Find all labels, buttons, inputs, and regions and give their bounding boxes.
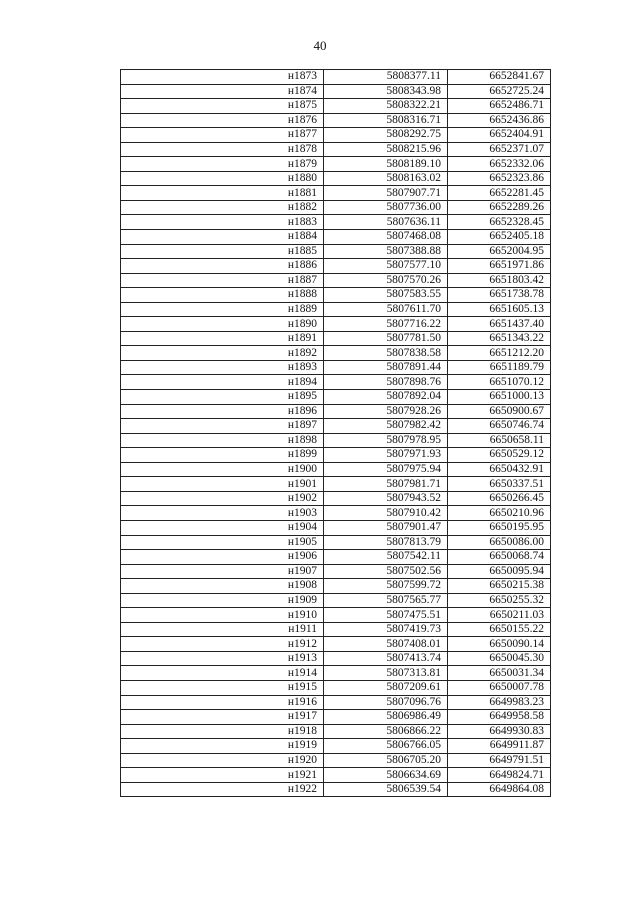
x-coordinate-cell: 5807468.08 — [324, 230, 448, 245]
x-coordinate-cell: 5807096.76 — [324, 695, 448, 710]
y-coordinate-cell: 6650195.95 — [448, 520, 551, 535]
table-row — [121, 739, 551, 754]
y-coordinate-cell: 6649958.58 — [448, 710, 551, 725]
x-coordinate-cell: 5807408.01 — [324, 637, 448, 652]
x-coordinate-cell: 5807971.93 — [324, 448, 448, 463]
y-coordinate-cell: 6651070.12 — [448, 375, 551, 390]
point-id-cell: н1904 — [121, 520, 324, 535]
x-coordinate-cell: 5807583.55 — [324, 288, 448, 303]
y-coordinate-cell: 6652841.67 — [448, 70, 551, 85]
table-row — [121, 768, 551, 783]
y-coordinate-cell: 6650432.91 — [448, 462, 551, 477]
point-id-cell: н1918 — [121, 724, 324, 739]
point-id-cell: н1909 — [121, 593, 324, 608]
y-coordinate-cell: 6650337.51 — [448, 477, 551, 492]
point-id-cell: н1901 — [121, 477, 324, 492]
y-coordinate-cell: 6649911.87 — [448, 739, 551, 754]
x-coordinate-cell: 5808215.96 — [324, 142, 448, 157]
x-coordinate-cell: 5806766.05 — [324, 739, 448, 754]
table-row — [121, 491, 551, 506]
y-coordinate-cell: 6652004.95 — [448, 244, 551, 259]
point-id-cell: н1883 — [121, 215, 324, 230]
point-id-cell: н1921 — [121, 768, 324, 783]
x-coordinate-cell: 5807570.26 — [324, 273, 448, 288]
table-row — [121, 273, 551, 288]
table-row — [121, 186, 551, 201]
x-coordinate-cell: 5807502.56 — [324, 564, 448, 579]
x-coordinate-cell: 5807891.44 — [324, 360, 448, 375]
point-id-cell: н1873 — [121, 70, 324, 85]
table-row — [121, 360, 551, 375]
point-id-cell: н1879 — [121, 157, 324, 172]
x-coordinate-cell: 5807636.11 — [324, 215, 448, 230]
y-coordinate-cell: 6651803.42 — [448, 273, 551, 288]
table-row — [121, 666, 551, 681]
table-row — [121, 171, 551, 186]
table-row — [121, 651, 551, 666]
point-id-cell: н1897 — [121, 419, 324, 434]
y-coordinate-cell: 6649983.23 — [448, 695, 551, 710]
y-coordinate-cell: 6650255.32 — [448, 593, 551, 608]
table-row — [121, 128, 551, 143]
x-coordinate-cell: 5808189.10 — [324, 157, 448, 172]
table-row — [121, 462, 551, 477]
x-coordinate-cell: 5806634.69 — [324, 768, 448, 783]
point-id-cell: н1887 — [121, 273, 324, 288]
table-row — [121, 331, 551, 346]
x-coordinate-cell: 5808163.02 — [324, 171, 448, 186]
point-id-cell: н1894 — [121, 375, 324, 390]
x-coordinate-cell: 5807898.76 — [324, 375, 448, 390]
y-coordinate-cell: 6651000.13 — [448, 390, 551, 405]
x-coordinate-cell: 5807611.70 — [324, 302, 448, 317]
x-coordinate-cell: 5808292.75 — [324, 128, 448, 143]
table-row — [121, 695, 551, 710]
x-coordinate-cell: 5807565.77 — [324, 593, 448, 608]
y-coordinate-cell: 6652328.45 — [448, 215, 551, 230]
point-id-cell: н1922 — [121, 782, 324, 797]
x-coordinate-cell: 5807838.58 — [324, 346, 448, 361]
table-row — [121, 84, 551, 99]
table-row — [121, 782, 551, 797]
y-coordinate-cell: 6650155.22 — [448, 622, 551, 637]
table-row — [121, 550, 551, 565]
point-id-cell: н1917 — [121, 710, 324, 725]
point-id-cell: н1912 — [121, 637, 324, 652]
table-row — [121, 346, 551, 361]
table-row — [121, 113, 551, 128]
table-row — [121, 244, 551, 259]
y-coordinate-cell: 6649864.08 — [448, 782, 551, 797]
table-row — [121, 419, 551, 434]
y-coordinate-cell: 6650266.45 — [448, 491, 551, 506]
table-row — [121, 317, 551, 332]
x-coordinate-cell: 5807542.11 — [324, 550, 448, 565]
point-id-cell: н1911 — [121, 622, 324, 637]
point-id-cell: н1893 — [121, 360, 324, 375]
x-coordinate-cell: 5806866.22 — [324, 724, 448, 739]
y-coordinate-cell: 6652486.71 — [448, 99, 551, 114]
y-coordinate-cell: 6651437.40 — [448, 317, 551, 332]
x-coordinate-cell: 5807978.95 — [324, 433, 448, 448]
y-coordinate-cell: 6650090.14 — [448, 637, 551, 652]
point-id-cell: н1878 — [121, 142, 324, 157]
x-coordinate-cell: 5808377.11 — [324, 70, 448, 85]
point-id-cell: н1891 — [121, 331, 324, 346]
y-coordinate-cell: 6652289.26 — [448, 200, 551, 215]
x-coordinate-cell: 5807981.71 — [324, 477, 448, 492]
x-coordinate-cell: 5807599.72 — [324, 579, 448, 594]
point-id-cell: н1890 — [121, 317, 324, 332]
x-coordinate-cell: 5807943.52 — [324, 491, 448, 506]
y-coordinate-cell: 6650215.38 — [448, 579, 551, 594]
y-coordinate-cell: 6651971.86 — [448, 259, 551, 274]
table-row — [121, 680, 551, 695]
x-coordinate-cell: 5807910.42 — [324, 506, 448, 521]
x-coordinate-cell: 5807907.71 — [324, 186, 448, 201]
point-id-cell: н1875 — [121, 99, 324, 114]
point-id-cell: н1880 — [121, 171, 324, 186]
y-coordinate-cell: 6652405.18 — [448, 230, 551, 245]
table-row — [121, 477, 551, 492]
table-row — [121, 593, 551, 608]
point-id-cell: н1916 — [121, 695, 324, 710]
point-id-cell: н1900 — [121, 462, 324, 477]
y-coordinate-cell: 6651212.20 — [448, 346, 551, 361]
y-coordinate-cell: 6650068.74 — [448, 550, 551, 565]
y-coordinate-cell: 6651738.78 — [448, 288, 551, 303]
x-coordinate-cell: 5807928.26 — [324, 404, 448, 419]
y-coordinate-cell: 6650031.34 — [448, 666, 551, 681]
y-coordinate-cell: 6650095.94 — [448, 564, 551, 579]
point-id-cell: н1881 — [121, 186, 324, 201]
page-number: 40 — [313, 38, 327, 53]
point-id-cell: н1919 — [121, 739, 324, 754]
point-id-cell: н1889 — [121, 302, 324, 317]
y-coordinate-cell: 6649930.83 — [448, 724, 551, 739]
point-id-cell: н1913 — [121, 651, 324, 666]
y-coordinate-cell: 6652332.06 — [448, 157, 551, 172]
table-row — [121, 724, 551, 739]
x-coordinate-cell: 5807475.51 — [324, 608, 448, 623]
y-coordinate-cell: 6651189.79 — [448, 360, 551, 375]
point-id-cell: н1906 — [121, 550, 324, 565]
table-row — [121, 390, 551, 405]
table-row — [121, 433, 551, 448]
table-row — [121, 608, 551, 623]
y-coordinate-cell: 6650045.30 — [448, 651, 551, 666]
x-coordinate-cell: 5807813.79 — [324, 535, 448, 550]
x-coordinate-cell: 5807388.88 — [324, 244, 448, 259]
point-id-cell: н1920 — [121, 753, 324, 768]
table-row — [121, 259, 551, 274]
point-id-cell: н1902 — [121, 491, 324, 506]
point-id-cell: н1877 — [121, 128, 324, 143]
y-coordinate-cell: 6649824.71 — [448, 768, 551, 783]
table-row — [121, 710, 551, 725]
y-coordinate-cell: 6650210.96 — [448, 506, 551, 521]
y-coordinate-cell: 6651605.13 — [448, 302, 551, 317]
y-coordinate-cell: 6652281.45 — [448, 186, 551, 201]
table-row — [121, 200, 551, 215]
table-row — [121, 375, 551, 390]
x-coordinate-cell: 5807716.22 — [324, 317, 448, 332]
y-coordinate-cell: 6649791.51 — [448, 753, 551, 768]
x-coordinate-cell: 5806539.54 — [324, 782, 448, 797]
point-id-cell: н1905 — [121, 535, 324, 550]
point-id-cell: н1888 — [121, 288, 324, 303]
y-coordinate-cell: 6651343.22 — [448, 331, 551, 346]
y-coordinate-cell: 6650211.03 — [448, 608, 551, 623]
table-row — [121, 520, 551, 535]
y-coordinate-cell: 6650007.78 — [448, 680, 551, 695]
table-row — [121, 70, 551, 85]
x-coordinate-cell: 5807209.61 — [324, 680, 448, 695]
table-row — [121, 302, 551, 317]
y-coordinate-cell: 6650086.00 — [448, 535, 551, 550]
table-row — [121, 448, 551, 463]
point-id-cell: н1903 — [121, 506, 324, 521]
point-id-cell: н1914 — [121, 666, 324, 681]
table-row — [121, 288, 551, 303]
x-coordinate-cell: 5807975.94 — [324, 462, 448, 477]
y-coordinate-cell: 6650746.74 — [448, 419, 551, 434]
point-id-cell: н1895 — [121, 390, 324, 405]
point-id-cell: н1910 — [121, 608, 324, 623]
point-id-cell: н1885 — [121, 244, 324, 259]
x-coordinate-cell: 5807982.42 — [324, 419, 448, 434]
table-row — [121, 564, 551, 579]
y-coordinate-cell: 6650529.12 — [448, 448, 551, 463]
table-row — [121, 99, 551, 114]
y-coordinate-cell: 6652436.86 — [448, 113, 551, 128]
point-id-cell: н1896 — [121, 404, 324, 419]
x-coordinate-cell: 5807892.04 — [324, 390, 448, 405]
point-id-cell: н1876 — [121, 113, 324, 128]
coordinates-table — [120, 69, 551, 797]
point-id-cell: н1899 — [121, 448, 324, 463]
table-row — [121, 404, 551, 419]
y-coordinate-cell: 6650658.11 — [448, 433, 551, 448]
point-id-cell: н1892 — [121, 346, 324, 361]
point-id-cell: н1908 — [121, 579, 324, 594]
table-row — [121, 215, 551, 230]
point-id-cell: н1874 — [121, 84, 324, 99]
table-row — [121, 637, 551, 652]
y-coordinate-cell: 6650900.67 — [448, 404, 551, 419]
point-id-cell: н1915 — [121, 680, 324, 695]
x-coordinate-cell: 5807413.74 — [324, 651, 448, 666]
table-row — [121, 753, 551, 768]
x-coordinate-cell: 5807313.81 — [324, 666, 448, 681]
x-coordinate-cell: 5808343.98 — [324, 84, 448, 99]
x-coordinate-cell: 5807736.00 — [324, 200, 448, 215]
x-coordinate-cell: 5807577.10 — [324, 259, 448, 274]
x-coordinate-cell: 5806986.49 — [324, 710, 448, 725]
table-row — [121, 506, 551, 521]
table-row — [121, 622, 551, 637]
table-row — [121, 142, 551, 157]
x-coordinate-cell: 5807901.47 — [324, 520, 448, 535]
point-id-cell: н1898 — [121, 433, 324, 448]
point-id-cell: н1882 — [121, 200, 324, 215]
y-coordinate-cell: 6652725.24 — [448, 84, 551, 99]
table-row — [121, 157, 551, 172]
y-coordinate-cell: 6652323.86 — [448, 171, 551, 186]
table-row — [121, 579, 551, 594]
y-coordinate-cell: 6652404.91 — [448, 128, 551, 143]
coordinates-table-body — [121, 70, 551, 797]
x-coordinate-cell: 5808322.21 — [324, 99, 448, 114]
table-row — [121, 535, 551, 550]
point-id-cell: н1886 — [121, 259, 324, 274]
table-row — [121, 230, 551, 245]
x-coordinate-cell: 5808316.71 — [324, 113, 448, 128]
point-id-cell: н1907 — [121, 564, 324, 579]
x-coordinate-cell: 5807781.50 — [324, 331, 448, 346]
y-coordinate-cell: 6652371.07 — [448, 142, 551, 157]
x-coordinate-cell: 5806705.20 — [324, 753, 448, 768]
point-id-cell: н1884 — [121, 230, 324, 245]
x-coordinate-cell: 5807419.73 — [324, 622, 448, 637]
